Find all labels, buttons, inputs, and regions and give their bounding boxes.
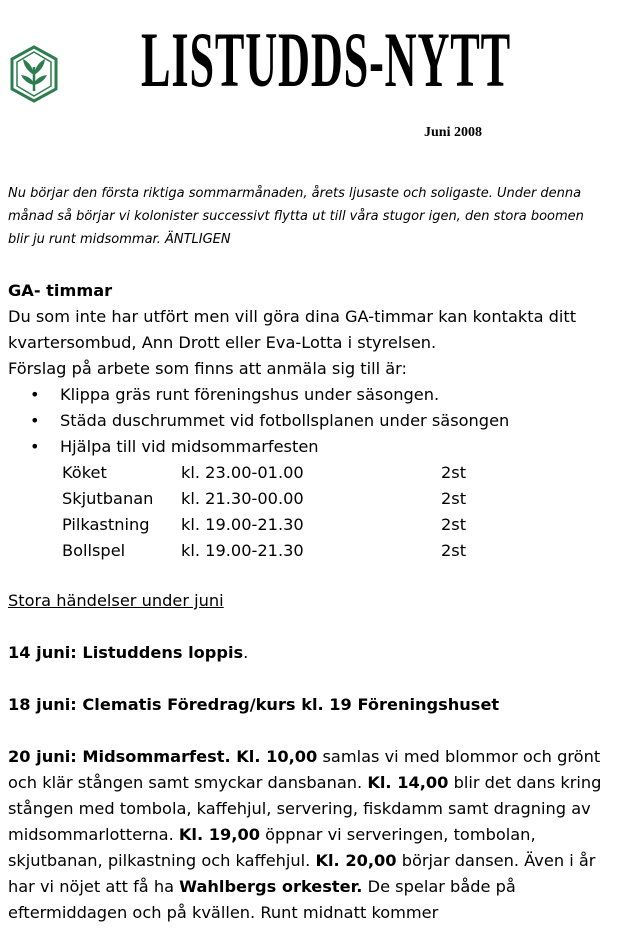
shift-table [8, 460, 613, 564]
shift-place: Skjutbanan [62, 489, 154, 508]
shift-count: 2st [441, 489, 467, 508]
event-text: . [243, 643, 249, 662]
shift-place: Pilkastning [62, 515, 150, 534]
shift-time: kl. 23.00-01.00 [181, 463, 304, 482]
shift-count: 2st [441, 515, 467, 534]
shift-row [62, 538, 613, 564]
event-time: Kl. 14,00 [367, 773, 449, 792]
event-clematis [8, 692, 613, 718]
list-item: • Städa duschrummet vid fotbollsplanen under säsongen [30, 408, 613, 434]
shift-row [62, 460, 613, 486]
event-loppis [8, 640, 613, 666]
event-text: öppnar vi serveringen, tombolan, skjutbanan, pilkastning och kaffehjul. [8, 825, 536, 870]
event-text: börjar dansen. Även i år har vi nöjet att få ha [8, 851, 596, 896]
ga-task-list [8, 382, 613, 460]
event-time: Kl. 19,00 [178, 825, 260, 844]
event-midsommar [8, 744, 613, 926]
shift-row [62, 512, 613, 538]
shift-time: kl. 21.30-00.00 [181, 489, 304, 508]
shift-time: kl. 19.00-21.30 [181, 541, 304, 560]
event-title: 20 juni: Midsommarfest. Kl. 10,00 [8, 747, 318, 766]
shift-row [62, 486, 613, 512]
ga-section [8, 278, 613, 564]
event-text: De spelar både på eftermiddagen och på kvällen. Runt midnatt kommer [8, 877, 516, 922]
event-text: samlas vi med blommor och grönt och klär stången samt smyckar dansbanan. [8, 747, 601, 792]
shift-place: Bollspel [62, 541, 126, 560]
ga-text: Du som inte har utfört men vill göra dina GA-timmar kan kontakta ditt kvartersombud, Ann Drott eller Eva-Lotta i styrelsen. [8, 307, 577, 352]
list-item: • Hjälpa till vid midsommarfesten [30, 434, 613, 460]
event-title: 18 juni: Clematis Föredrag/kurs kl. 19 Föreningshuset [8, 695, 500, 714]
orchestra-name: Wahlbergs orkester. [179, 877, 363, 896]
ga-heading: GA- timmar [8, 281, 113, 300]
event-text: blir det dans kring stången med tombola, kaffehjul, servering, fiskdamm samt dragning av midsommarlotterna. [8, 773, 602, 844]
event-title: 14 juni: Listuddens loppis [8, 643, 244, 662]
events-heading: Stora händelser under juni [8, 591, 224, 610]
ga-proposal: Förslag på arbete som finns att anmäla sig till är: [8, 359, 407, 378]
shift-place: Köket [62, 463, 107, 482]
association-logo [9, 45, 59, 103]
event-time: Kl. 20,00 [315, 851, 397, 870]
shift-count: 2st [441, 463, 467, 482]
issue-date: Juni 2008 [424, 125, 482, 140]
list-item: • Klippa gräs runt föreningshus under säsongen. [30, 382, 613, 408]
shift-time: kl. 19.00-21.30 [181, 515, 304, 534]
shift-count: 2st [441, 541, 467, 560]
masthead-title: LISTUDDS-NYTT [141, 16, 511, 104]
intro-paragraph: Nu börjar den första riktiga sommarmånaden, årets ljusaste och soligaste. Under denna månad så börjar vi kolonister successivt flytta ut till våra stugor igen, den stora boomen blir ju runt midsommar. ÄNTLIGEN [8, 186, 584, 247]
